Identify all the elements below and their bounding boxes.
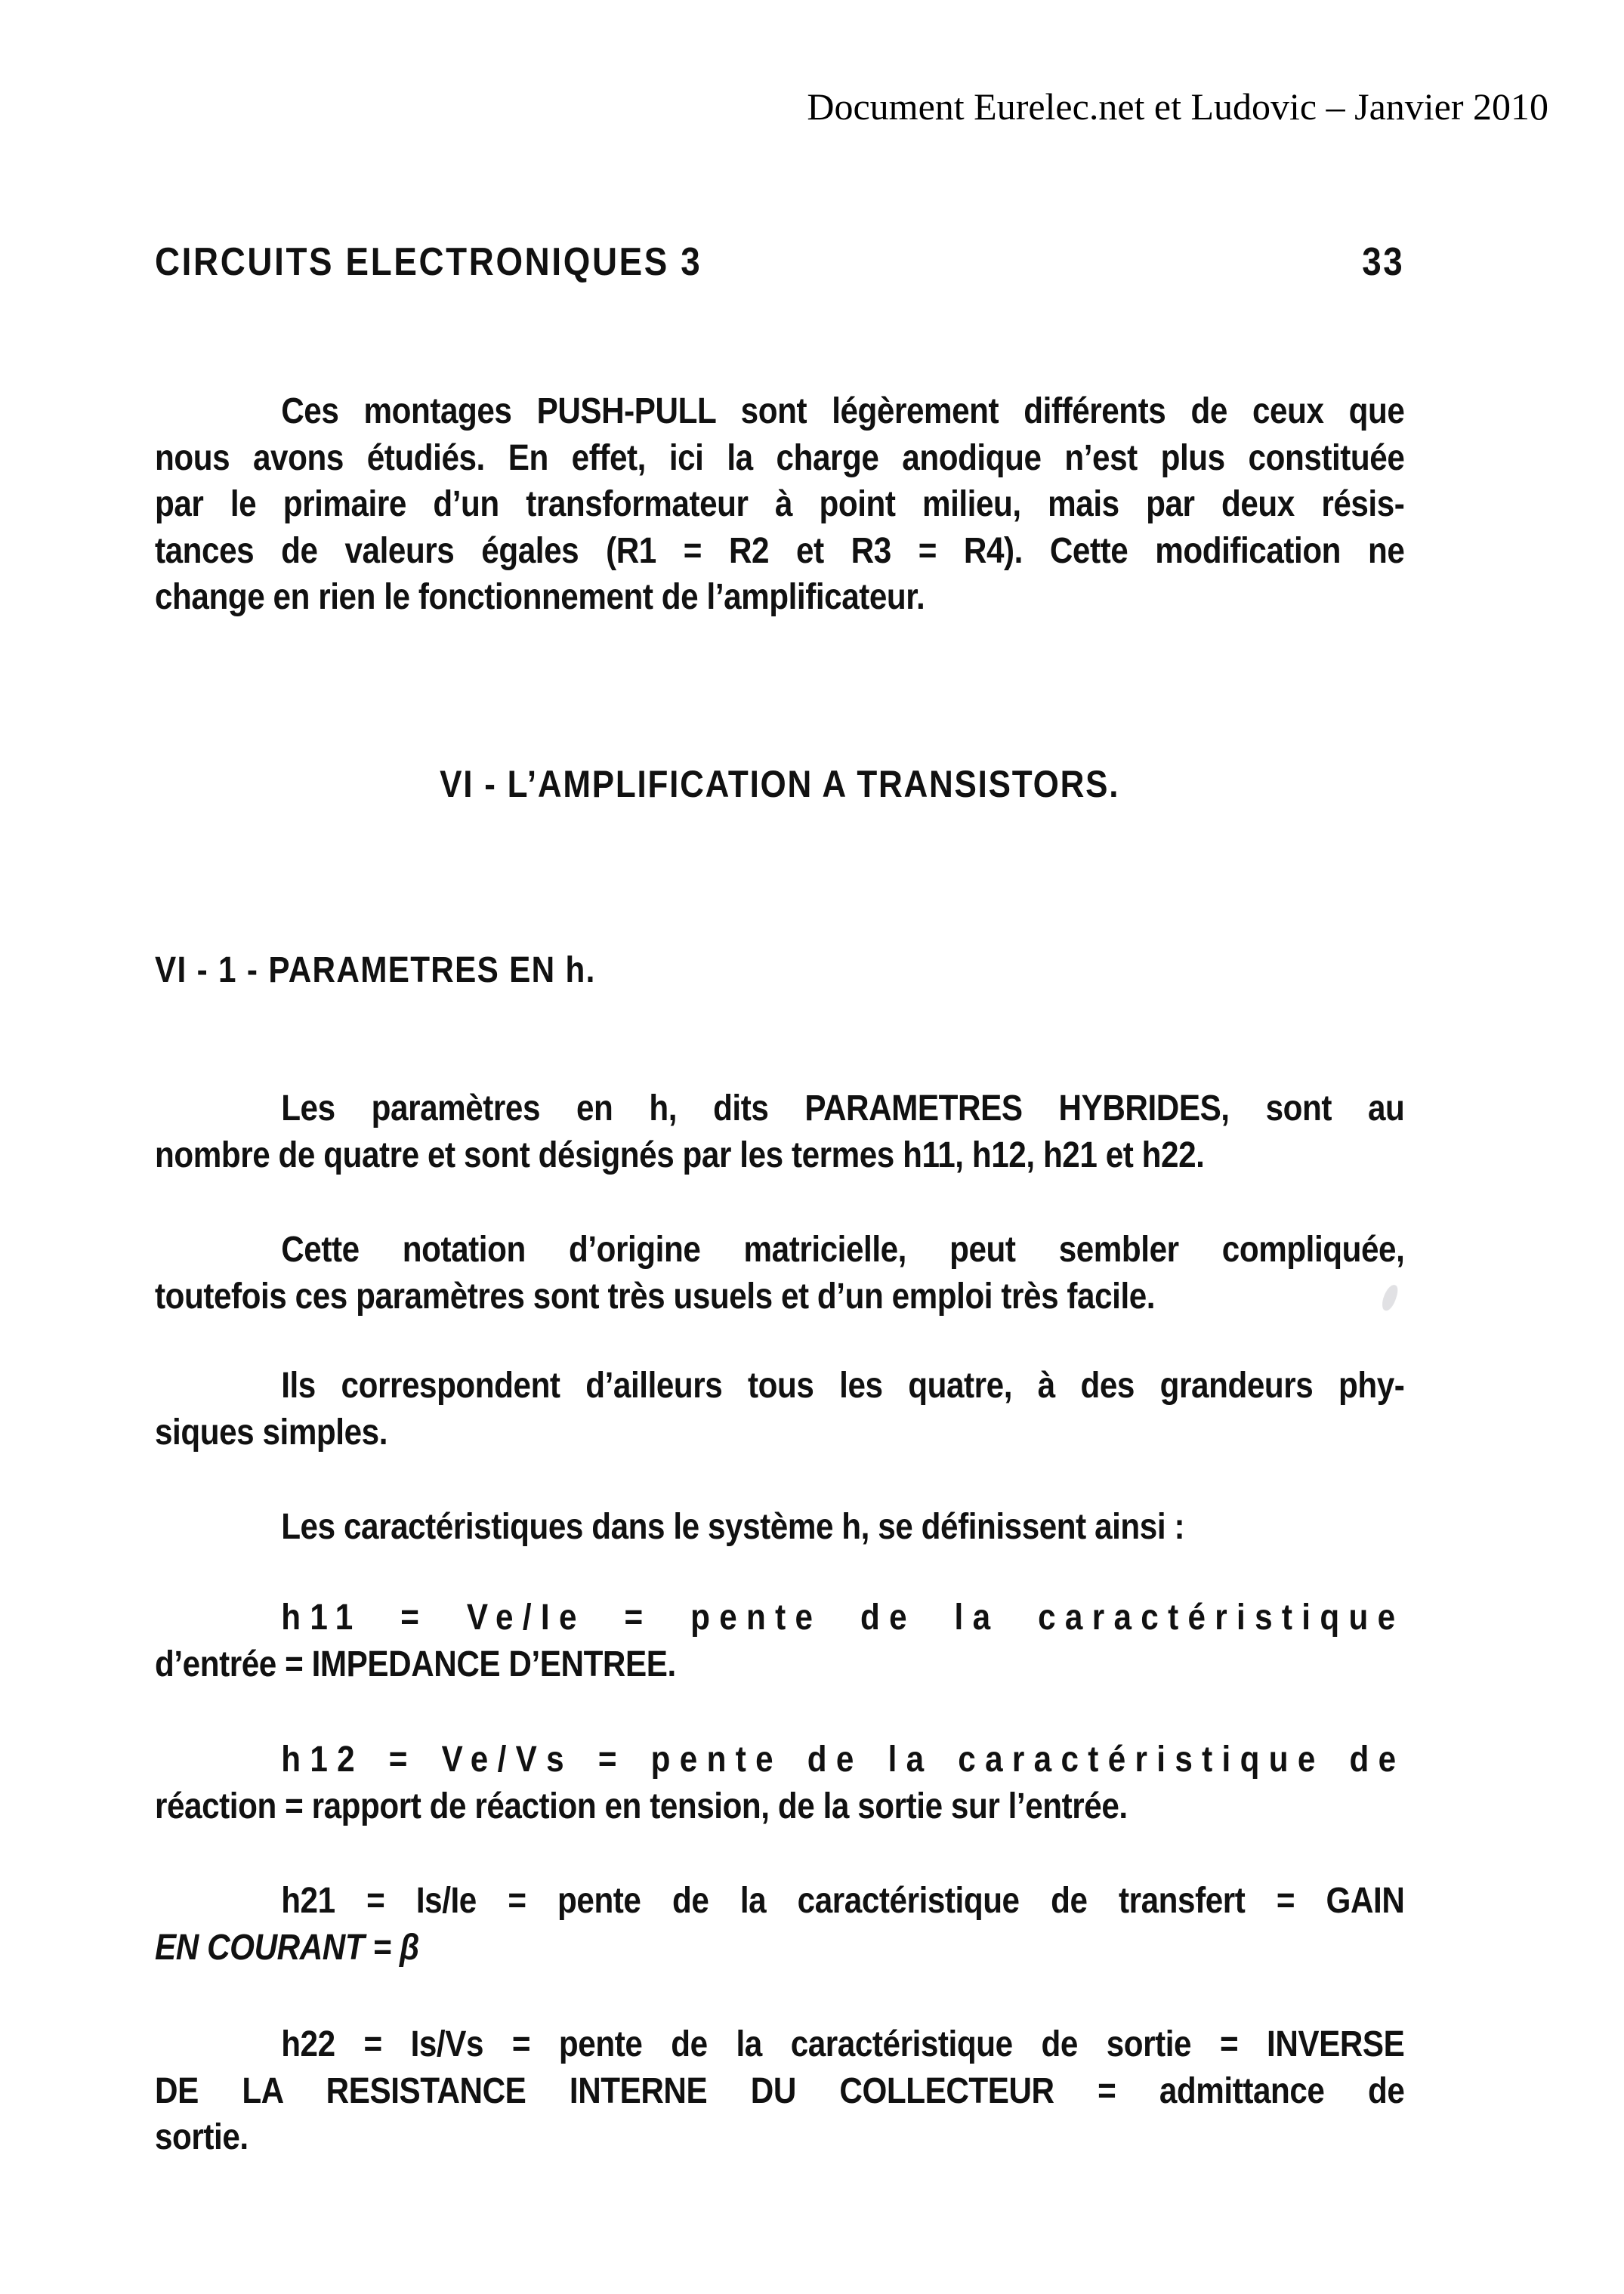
text-line: Les caractéristiques dans le système h, se définissent ainsi : [281,1507,1185,1547]
section-title: VI - 1 - PARAMETRES EN h. [155,950,596,990]
h22-definition [155,2021,1404,2161]
text-line: h11 = Ve/Ie = pente de la caractéristique [281,1598,1405,1638]
text-line: change en rien le fonctionnement de l’amplificateur. [155,577,925,617]
h21-definition [155,1878,1404,1971]
hybrid-parameters-paragraph [155,1085,1404,1178]
text-line: par le primaire d’un transformateur à point milieu, mais par deux résis- [155,484,1405,524]
caracteristiques-paragraph [155,1504,1404,1551]
watermark: Document Eurelec.net et Ludovic – Janvier 2010 [807,85,1548,128]
text-line: Les paramètres en h, dits PARAMETRES HYBRIDES, sont au [281,1088,1405,1128]
notation-paragraph [155,1227,1404,1320]
h11-definition [155,1595,1404,1687]
text-line: Ces montages PUSH-PULL sont légèrement différents de ceux que [281,391,1405,431]
text-line: sortie. [155,2117,249,2157]
chapter-title: VI - L’AMPLIFICATION A TRANSISTORS. [440,763,1120,805]
text-line: h12 = Ve/Vs = pente de la caractéristique de [281,1740,1406,1780]
text-line: tances de valeurs égales (R1 = R2 et R3 = R4). Cette modification ne [155,530,1405,571]
text-line: Ils correspondent d’ailleurs tous les quatre, à des grandeurs phy- [281,1366,1405,1406]
text-line: nous avons étudiés. En effet, ici la charge anodique n’est plus constituée [155,437,1405,478]
text-line: Cette notation d’origine matricielle, peut sembler compliquée, [281,1230,1405,1270]
text-line: d’entrée = IMPEDANCE D’ENTREE. [155,1644,676,1684]
page-header [155,239,1404,285]
text-line: h22 = Is/Vs = pente de la caractéristique de sortie = INVERSE [281,2024,1405,2064]
text-line: réaction = rapport de réaction en tension, de la sortie sur l’entrée. [155,1786,1128,1826]
page-number: 33 [1362,240,1405,284]
text-line: DE LA RESISTANCE INTERNE DU COLLECTEUR = admittance de [155,2070,1405,2111]
h12-definition [155,1737,1404,1829]
correspond-paragraph [155,1363,1404,1456]
text-line: siques simples. [155,1412,387,1453]
intro-paragraph [155,388,1404,621]
text-line: toutefois ces paramètres sont très usuels et d’un emploi très facile. [155,1276,1156,1317]
text-line: nombre de quatre et sont désignés par les termes h11, h12, h21 et h22. [155,1135,1205,1175]
text-line: EN COURANT = β [155,1927,419,1968]
course-title: CIRCUITS ELECTRONIQUES 3 [155,240,702,284]
text-line: h21 = Is/Ie = pente de la caractéristique de transfert = GAIN [281,1881,1405,1921]
